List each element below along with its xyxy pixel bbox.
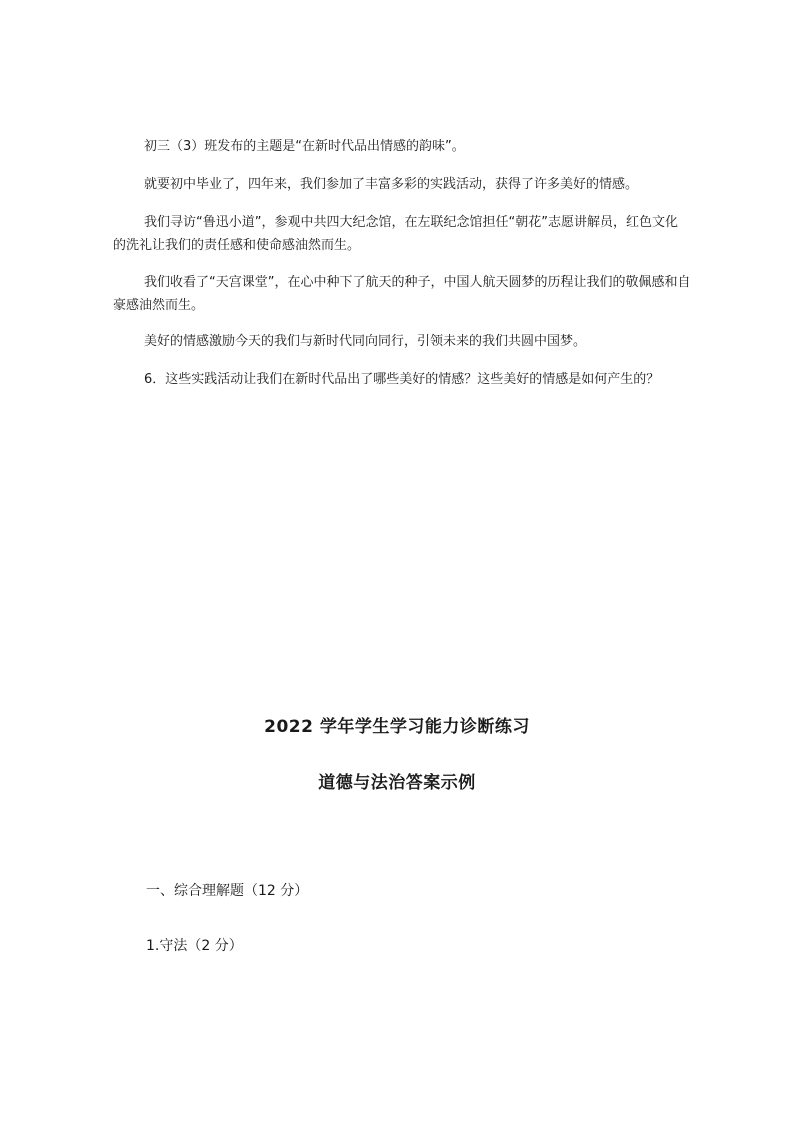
paragraph-graduation: 就要初中毕业了，四年来，我们参加了丰富多彩的实践活动，获得了许多美好的情感。 (144, 177, 639, 192)
paragraph-space-class-line-2: 豪感油然而生。 (113, 298, 205, 313)
paragraph-red-culture-line-2: 的洗礼让我们的责任感和使命感油然而生。 (113, 238, 361, 253)
answer-item-1: 1.守法（2 分） (146, 938, 243, 954)
paragraph-theme: 初三（3）班发布的主题是“在新时代品出情感的韵味”。 (144, 139, 465, 154)
paragraph-red-culture-line-1: 我们寻访“鲁迅小道”，参观中共四大纪念馆，在左联纪念馆担任“朝花”志愿讲解员，红色文化 (144, 215, 678, 230)
question-6: 6．这些实践活动让我们在新时代品出了哪些美好的情感？这些美好的情感是如何产生的？ (144, 372, 660, 387)
answer-subtitle: 道德与法治答案示例 (318, 773, 476, 793)
answer-title: 2022 学年学生学习能力诊断练习 (264, 717, 530, 737)
paragraph-space-class-line-1: 我们收看了“天宫课堂”，在心中种下了航天的种子，中国人航天圆梦的历程让我们的敬佩感和自 (144, 275, 691, 290)
section-heading-comprehensive: 一、综合理解题（12 分） (146, 883, 309, 899)
paragraph-china-dream: 美好的情感激励今天的我们与新时代同向同行，引领未来的我们共圆中国梦。 (144, 334, 587, 349)
